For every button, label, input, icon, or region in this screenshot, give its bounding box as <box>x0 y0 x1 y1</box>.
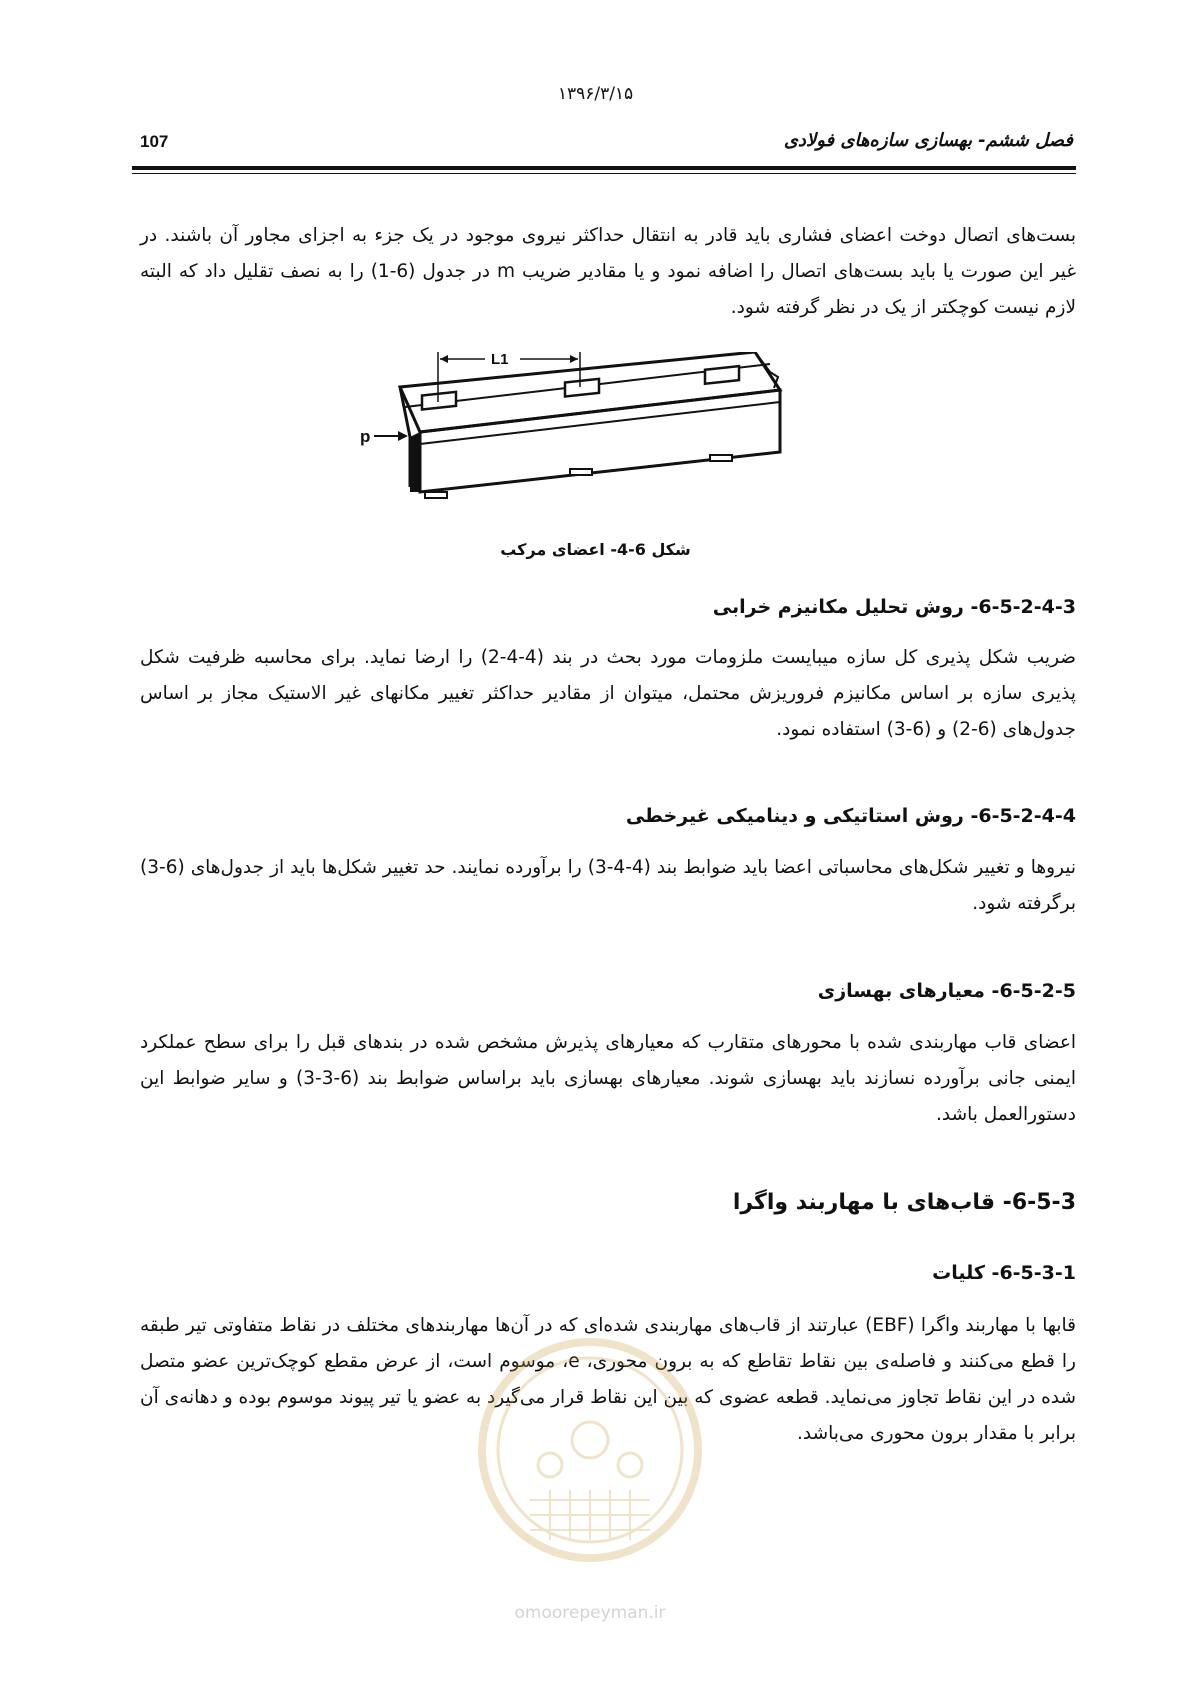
paragraph-ebf-general: قابها با مهاربند واگرا (EBF) عبارتند از قاب‌های مهاربندی شده‌ای که در آن‌ها مهاربندهای مختلف در نقاط متفاوتی تیر طبقه را قطع می‌کنند و فاصله‌ی بین نقاط تقاطع که به برون محوری، e، موسوم است، از عرض مقطع کوچک‌ترین عضو متصل شده در این نقاط تجاوز می‌نماید. قطعه عضوی که بین این نقاط قرار می‌گیرد به عضو یا تیر پیوند موسوم بوده و دهانه‌ی آن برابر با مقدار برون محوری می‌باشد. <box>140 1315 1077 1444</box>
paragraph-nonlinear: نیروها و تغییر شکل‌های محاسباتی اعضا باید ضوابط بند (4-4-3) را برآورده نمایند. حد تغییر شکل‌ها باید از جدول‌های (6-3) برگرفته شود. <box>140 857 1076 914</box>
section-heading-rehab-criteria: 6-5-2-5- معیارهای بهسازی <box>817 980 1076 1002</box>
header-rule-thin <box>132 173 1076 174</box>
force-label: p <box>360 427 371 446</box>
figure-caption: شکل 6-4- اعضای مرکب <box>500 540 691 559</box>
paragraph-tie-plates: بست‌های اتصال دوخت اعضای فشاری باید قادر به انتقال حداکثر نیروی موجود در یک جزء به اجزای مجاور آن باشند. در غیر این صورت یا باید بست‌های اتصال را اضافه نمود و یا مقادیر ضریب m در جدول (6-1) را به نصف تقلیل داد که البته لازم نیست کوچکتر از یک در نظر گرفته شود. <box>140 225 1076 318</box>
paragraph-failure-mechanism: ضریب شکل پذیری کل سازه میبایست ملزومات مورد بحث در بند (4-4-2) را ارضا نماید. برای محاسبه ظرفیت شکل پذیری سازه بر اساس مکانیزم فروریزش محتمل، میتوان از مقادیر حداکثر تغییر مکانهای غیر الاستیک مجاز بر اساس جدول‌های (6-2) و (6-3) استفاده نمود. <box>140 647 1076 740</box>
section-heading-nonlinear: 6-5-2-4-4- روش استاتیکی و دینامیکی غیرخطی <box>625 805 1076 827</box>
chapter-title: فصل ششم- بهسازی سازه‌های فولادی <box>783 130 1073 151</box>
page-number: 107 <box>140 132 169 151</box>
dimension-label: L1 <box>491 352 509 368</box>
section-heading-failure-mechanism: 6-5-2-4-3- روش تحلیل مکانیزم خرابی <box>712 596 1076 618</box>
document-date: ۱۳۹۶/۳/۱۵ <box>557 84 634 104</box>
section-heading-general: 6-5-3-1- کلیات <box>932 1262 1076 1284</box>
paragraph-rehab-criteria: اعضای قاب مهاربندی شده با محورهای متقارب که معیارهای پذیرش مشخص شده در بندهای قبل را برای سطح عملکرد ایمنی جانی برآورده نسازند باید بهسازی شوند. معیارهای بهسازی باید براساس ضوابط بند (6-3-3) و سایر ضوابط این دستورالعمل باشد. <box>140 1032 1076 1125</box>
header-rule-thick <box>132 166 1076 170</box>
built-up-member-figure <box>360 352 840 532</box>
watermark-seal <box>470 1330 710 1630</box>
section-heading-ebf: 6-5-3- قاب‌های با مهاربند واگرا <box>732 1190 1076 1215</box>
watermark-text: omoorepeyman.ir <box>514 1603 666 1623</box>
